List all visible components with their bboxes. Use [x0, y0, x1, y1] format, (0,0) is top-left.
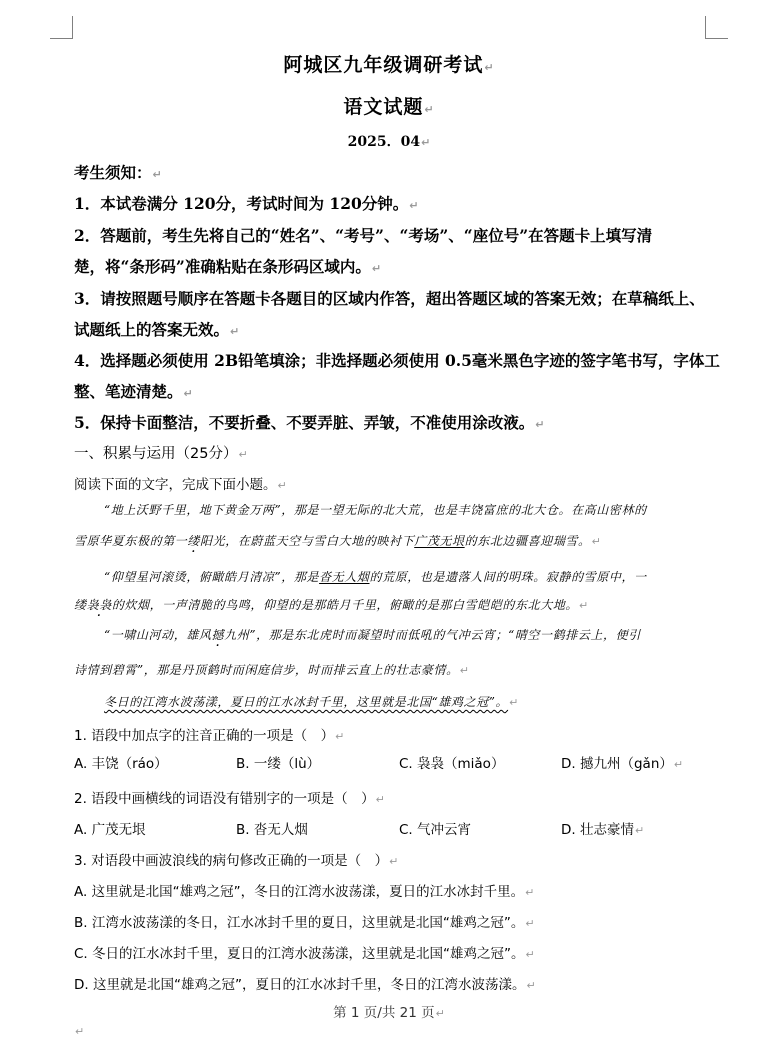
notice-item: 4．选择题必须使用 2B铅笔填涂；非选择题必须使用 0.5毫米黑色字迹的签字笔书写，字体工: [74, 351, 720, 370]
exam-subtitle: 语文试题↵: [343, 96, 435, 118]
option-a: A. 这里就是北国“雄鸡之冠”，冬日的江湾水波荡漾，夏日的江水冰封千里。↵: [74, 884, 535, 900]
notice-item: 5．保持卡面整洁，不要折叠、不要弄脏、弄皱，不准使用涂改液。↵: [74, 413, 545, 432]
reading-instruction: 阅读下面的文字，完成下面小题。↵: [74, 477, 287, 493]
passage-line: “地上沃野千里，地下黄金万两”，那是一望无际的北大荒，也是丰饶富庶的北大仓。在高山密林的: [104, 503, 647, 517]
option-b: B. 沓无人烟: [236, 822, 308, 838]
passage-line: 雪原华夏东极的第一缕阳光，在蔚蓝天空与雪白大地的映衬下广茂无垠的东北边疆喜迎瑞雪。↵: [74, 534, 602, 548]
option-a: A. 广茂无垠: [74, 822, 146, 838]
notice-item: 1．本试卷满分 120分，考试时间为 120分钟。↵: [74, 194, 419, 213]
passage-line: 诗情到碧霄”，那是丹顶鹤时而闲庭信步，时而排云直上的壮志豪情。↵: [74, 663, 470, 677]
question-stem: 1. 语段中加点字的注音正确的一项是（ ）↵: [74, 728, 345, 744]
exam-date: 2025．04↵: [347, 134, 431, 150]
dotted-char: 缕: [187, 534, 201, 548]
crop-mark-top-left: [50, 16, 73, 39]
question-stem: 2. 语段中画横线的词语没有错别字的一项是（ ）↵: [74, 791, 385, 807]
notice-item: 3．请按照题号顺序在答题卡各题目的区域内作答，超出答题区域的答案无效；在草稿纸上、: [74, 289, 705, 308]
crop-mark-top-right: [705, 16, 728, 39]
notice-item: 试题纸上的答案无效。↵: [74, 320, 240, 339]
paragraph-mark: ↵: [75, 1025, 85, 1038]
option-d: D. 这里就是北国“雄鸡之冠”，夏日的江水冰封千里，冬日的江湾水波荡漾。↵: [74, 977, 536, 993]
dotted-char: 袅袅: [86, 598, 112, 612]
notice-item: 整、笔迹清楚。↵: [74, 382, 193, 401]
passage-line: “仰望星河滚烫，俯瞰皓月清凉”，那是沓无人烟的荒原，也是遗落人间的明珠。寂静的雪原中，一: [104, 570, 647, 584]
option-c: C. 气冲云宵: [399, 822, 472, 838]
page-footer: 第 1 页/共 21 页↵: [333, 1005, 445, 1021]
passage-line: 冬日的江湾水波荡漾，夏日的江水冰封千里，这里就是北国“雄鸡之冠”。↵: [104, 695, 519, 709]
exam-title: 阿城区九年级调研考试↵: [283, 54, 495, 76]
option-a: A. 丰饶（ráo）: [74, 756, 168, 772]
option-c: C. 冬日的江水冰封千里，夏日的江湾水波荡漾，这里就是北国“雄鸡之冠”。↵: [74, 946, 535, 962]
notice-item: 2．答题前，考生先将自己的“姓名”、“考号”、“考场”、“座位号”在答题卡上填写清: [74, 226, 653, 245]
section-heading: 一、积累与运用（25分）↵: [74, 446, 248, 462]
option-d: D. 壮志豪情↵: [561, 822, 645, 838]
option-b: B. 江湾水波荡漾的冬日，江水冰封千里的夏日，这里就是北国“雄鸡之冠”。↵: [74, 915, 535, 931]
question-options: [74, 818, 754, 838]
wavy-underlined-sentence: 冬日的江湾水波荡漾，夏日的江水冰封千里，这里就是北国“雄鸡之冠”。: [104, 695, 509, 709]
underlined-word: 沓无人烟: [319, 570, 370, 584]
option-c: C. 袅袅（miǎo）: [399, 756, 505, 772]
question-stem: 3. 对语段中画波浪线的病句修改正确的一项是（ ）↵: [74, 853, 399, 869]
notice-heading: 考生须知：↵: [74, 163, 162, 182]
option-b: B. 一缕（lù）: [236, 756, 321, 772]
question-options: [74, 752, 754, 772]
dotted-char: 撼: [211, 628, 225, 642]
underlined-word: 广茂无垠: [414, 534, 465, 548]
notice-item: 楚，将“条形码”准确粘贴在条形码区域内。↵: [74, 257, 382, 276]
passage-line: 缕袅袅的炊烟，一声清脆的鸟鸣，仰望的是那皓月千里，俯瞰的是那白雪皑皑的东北大地。↵: [74, 598, 589, 612]
passage-line: “一啸山河动，雄风撼九州”，那是东北虎时而凝望时而低吼的气冲云宵；“晴空一鹤排云上，便引: [104, 628, 641, 642]
option-d: D. 撼九州（gǎn）↵: [561, 756, 684, 772]
